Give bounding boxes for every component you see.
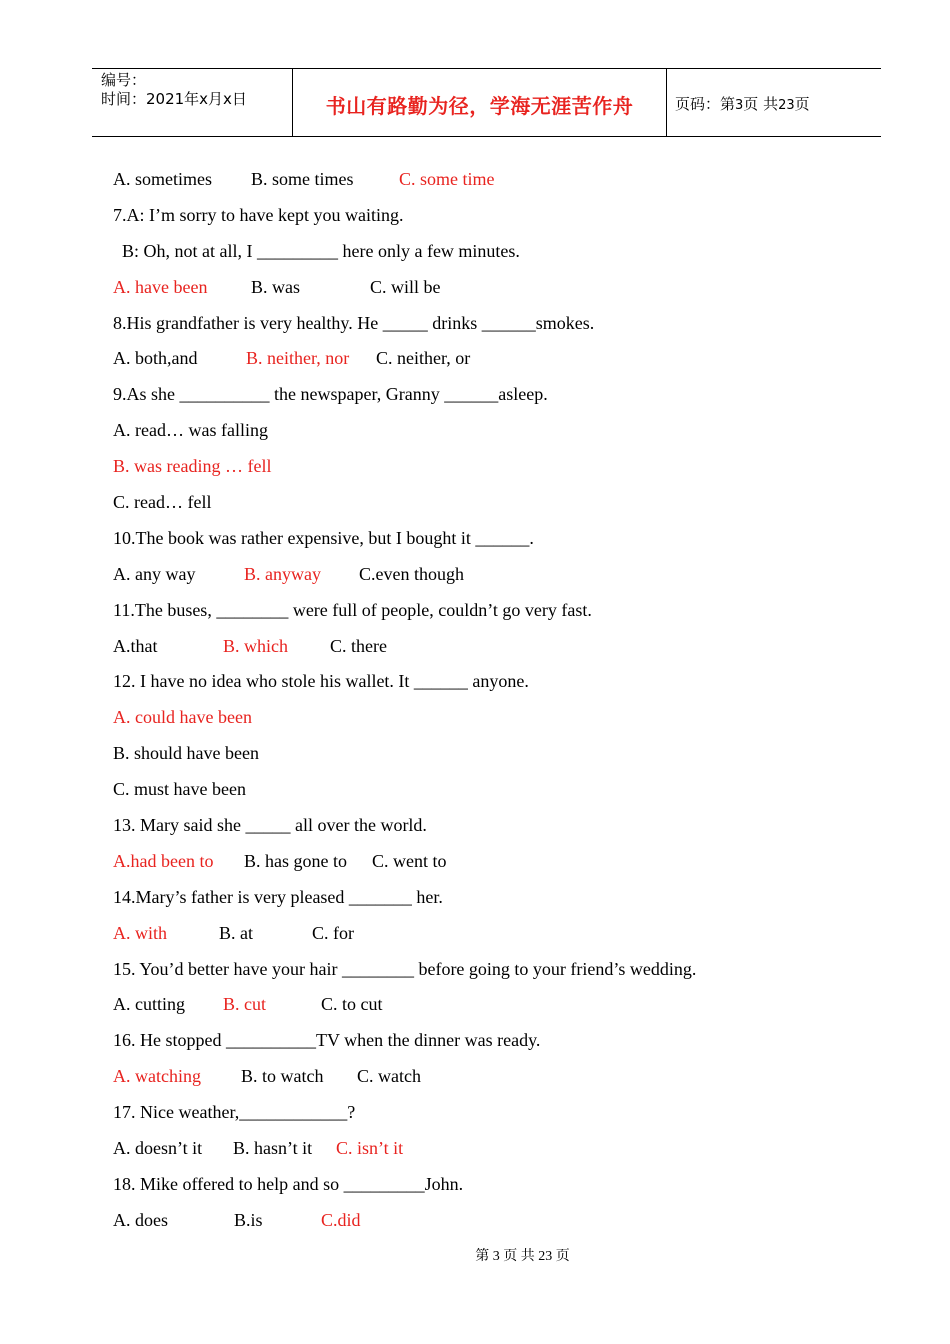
answer-options-line: [113, 270, 873, 306]
header-motto: 书山有路勤为径，学海无涯苦作舟: [325, 94, 634, 118]
answer-options-line: [113, 844, 873, 880]
question-line: [113, 772, 873, 808]
question-text: 7.A: I’m sorry to have kept you waiting.: [113, 204, 404, 225]
correct-answer: A. watching: [113, 1066, 201, 1087]
answer-option: B. hasn’t it: [233, 1138, 313, 1159]
question-line: [113, 413, 873, 449]
header-meta: [101, 71, 247, 109]
answer-options-line: [113, 629, 873, 665]
answer-options-line: [113, 162, 873, 198]
correct-answer: A. with: [113, 922, 167, 943]
answer-option: A.that: [113, 635, 158, 656]
question-line: [113, 880, 873, 916]
answer-option: A. both,and: [113, 348, 198, 369]
answer-options-line: [113, 916, 873, 952]
footer-current: 3: [492, 1249, 500, 1264]
question-text: 9.As she __________ the newspaper, Granny ______asleep.: [113, 384, 548, 405]
question-line: [113, 736, 873, 772]
answer-option: B. has gone to: [244, 850, 347, 871]
page-label-mid: 页 共: [743, 95, 779, 113]
answer-options-line: [113, 1203, 873, 1239]
question-text: 18. Mike offered to help and so _________John.: [113, 1173, 464, 1194]
question-text: 14.Mary’s father is very pleased _______ her.: [113, 886, 443, 907]
footer-prefix: 第: [475, 1249, 490, 1264]
question-line: [113, 664, 873, 700]
answer-option: B. was: [251, 276, 300, 297]
question-line: [113, 521, 873, 557]
page-label-suffix: 页: [794, 95, 810, 113]
question-text: 12. I have no idea who stole his wallet. It ______ anyone.: [113, 671, 529, 692]
question-line: [113, 198, 873, 234]
question-line: [113, 593, 873, 629]
correct-answer: C.did: [321, 1209, 361, 1230]
page-header: [92, 68, 881, 137]
correct-answer: B. which: [223, 635, 288, 656]
page-label-prefix: 页码：第: [675, 95, 736, 113]
answer-options-line: [113, 341, 873, 377]
question-text: B: Oh, not at all, I _________ here only a few minutes.: [113, 240, 520, 261]
question-line: [113, 449, 873, 485]
question-text: 16. He stopped __________TV when the dinner was ready.: [113, 1030, 541, 1051]
correct-answer: C. some time: [399, 169, 495, 189]
question-line: [113, 1167, 873, 1203]
correct-answer: A. have been: [113, 276, 208, 297]
serial-label: 编号：: [101, 71, 147, 89]
answer-options-line: [113, 1059, 873, 1095]
answer-option: A. does: [113, 1209, 168, 1230]
question-line: [113, 808, 873, 844]
answer-options-line: [113, 557, 873, 593]
question-line: [113, 700, 873, 736]
answer-option: C. neither, or: [376, 348, 471, 369]
answer-option: B. some times: [251, 169, 354, 189]
correct-answer: B. neither, nor: [246, 348, 350, 369]
answer-option: C. to cut: [321, 994, 383, 1015]
answer-option: A. any way: [113, 563, 196, 584]
question-text: 8.His grandfather is very healthy. He _____ drinks ______smokes.: [113, 312, 595, 333]
question-line: [113, 1095, 873, 1131]
answer-options-line: [113, 1131, 873, 1167]
question-text: 13. Mary said she _____ all over the world.: [113, 815, 427, 836]
question-text: C. must have been: [113, 779, 246, 800]
footer-suffix: 页: [555, 1249, 570, 1264]
answer-option: C. went to: [372, 850, 447, 871]
page-current: 3: [735, 98, 744, 113]
correct-answer: A.had been to: [113, 850, 214, 871]
answer-option: C. for: [312, 922, 354, 943]
answer-option: C.even though: [359, 563, 464, 584]
footer-total: 23: [538, 1249, 553, 1264]
question-line: [113, 377, 873, 413]
answer-option: A. sometimes: [113, 169, 212, 189]
page-total: 23: [778, 98, 795, 113]
correct-answer: C. isn’t it: [336, 1138, 404, 1159]
time-label: 时间：2021年x月x日: [101, 90, 247, 108]
answer-option: B.is: [234, 1209, 263, 1230]
header-divider: [666, 69, 667, 136]
question-text: 10.The book was rather expensive, but I bought it ______.: [113, 527, 534, 548]
answer-option: A. cutting: [113, 994, 185, 1015]
answer-option: A. doesn’t it: [113, 1138, 203, 1159]
question-text: 11.The buses, ________ were full of people, couldn’t go very fast.: [113, 599, 592, 620]
answer-options-line: [113, 987, 873, 1023]
answer-option: B. to watch: [241, 1066, 324, 1087]
answer-option: C. watch: [357, 1066, 421, 1087]
question-text: 17. Nice weather,____________?: [113, 1102, 356, 1123]
correct-answer: A. could have been: [113, 707, 252, 728]
page-footer: [0, 1245, 950, 1265]
answer-option: C. there: [330, 635, 387, 656]
header-page-number: [675, 93, 810, 114]
answer-option: B. at: [219, 922, 253, 943]
correct-answer: B. was reading … fell: [113, 456, 272, 477]
correct-answer: B. cut: [223, 994, 266, 1015]
question-text: C. read… fell: [113, 492, 212, 513]
question-text: B. should have been: [113, 743, 259, 764]
correct-answer: B. anyway: [244, 563, 321, 584]
footer-mid: 页 共: [503, 1249, 535, 1264]
question-line: [113, 485, 873, 521]
question-text: 15. You’d better have your hair ________ before going to your friend’s wedding.: [113, 958, 697, 979]
document-body: [113, 162, 873, 1239]
answer-option: C. will be: [370, 276, 441, 297]
question-line: [113, 234, 873, 270]
question-line: [113, 306, 873, 342]
question-line: [113, 1023, 873, 1059]
question-text: A. read… was falling: [113, 420, 268, 441]
question-line: [113, 952, 873, 988]
